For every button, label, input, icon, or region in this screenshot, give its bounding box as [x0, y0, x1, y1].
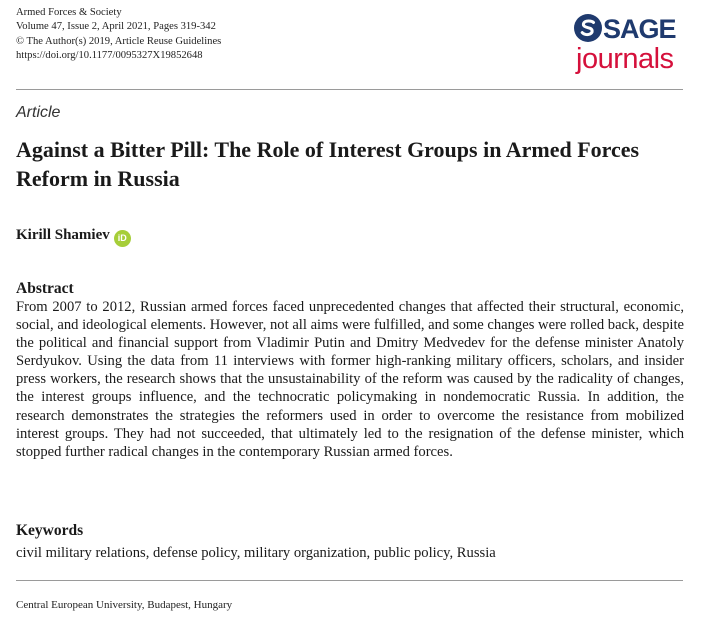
journal-name: Armed Forces & Society — [16, 7, 122, 18]
sage-journals-logo — [573, 12, 685, 80]
article-type-label: Article — [16, 104, 61, 121]
abstract-heading: Abstract — [16, 280, 74, 297]
author-name[interactable]: Kirill Shamiev — [16, 227, 110, 243]
orcid-icon[interactable]: iD — [114, 230, 131, 247]
logo-sage-text: SAGE — [603, 14, 676, 44]
logo-journals-text: journals — [576, 43, 674, 75]
bottom-divider — [16, 580, 683, 581]
top-divider — [16, 89, 683, 90]
keywords-heading: Keywords — [16, 522, 84, 539]
keywords-text: civil military relations, defense policy, military organization, public policy, Russia — [16, 545, 496, 561]
journal-issue: Volume 47, Issue 2, April 2021, Pages 319-342 — [16, 21, 216, 33]
abstract-text: From 2007 to 2012, Russian armed forces faced unprecedented changes that affected their structural, economic, social, and ideological elements. However, not all aims were fulfilled, and some changes were rolled back, despite the political and financial support from Vladimir Putin and Dmitry Medvedev for the defense minister Anatoly Serdyukov. Using the data from 11 interviews with former high-ranking military officers, scholars, and insider press workers, the research shows that the unsustainability of the reform was caused by the radicality of changes, the interest groups influence, and the technocratic policymaking in nondemocratic Russia. In addition, the research demonstrates the strategies the reformers used in order to overcome the resistance from mobilized interest groups. They had not succeeded, that ultimately led to the resignation of the defense minister, which stopped further radical changes in the contemporary Russian armed forces. — [16, 299, 684, 460]
author-affiliation: Central European University, Budapest, Hungary — [16, 599, 233, 611]
doi-link[interactable]: https://doi.org/10.1177/0095327X19852648 — [16, 50, 203, 62]
author-line — [16, 227, 131, 247]
journal-metadata — [16, 6, 221, 64]
sage-s-circle-icon — [573, 13, 603, 43]
article-title: Against a Bitter Pill: The Role of Interest Groups in Armed Forces Reform in Russia — [16, 137, 640, 191]
copyright-line: © The Author(s) 2019, Article Reuse Guidelines — [16, 35, 222, 47]
